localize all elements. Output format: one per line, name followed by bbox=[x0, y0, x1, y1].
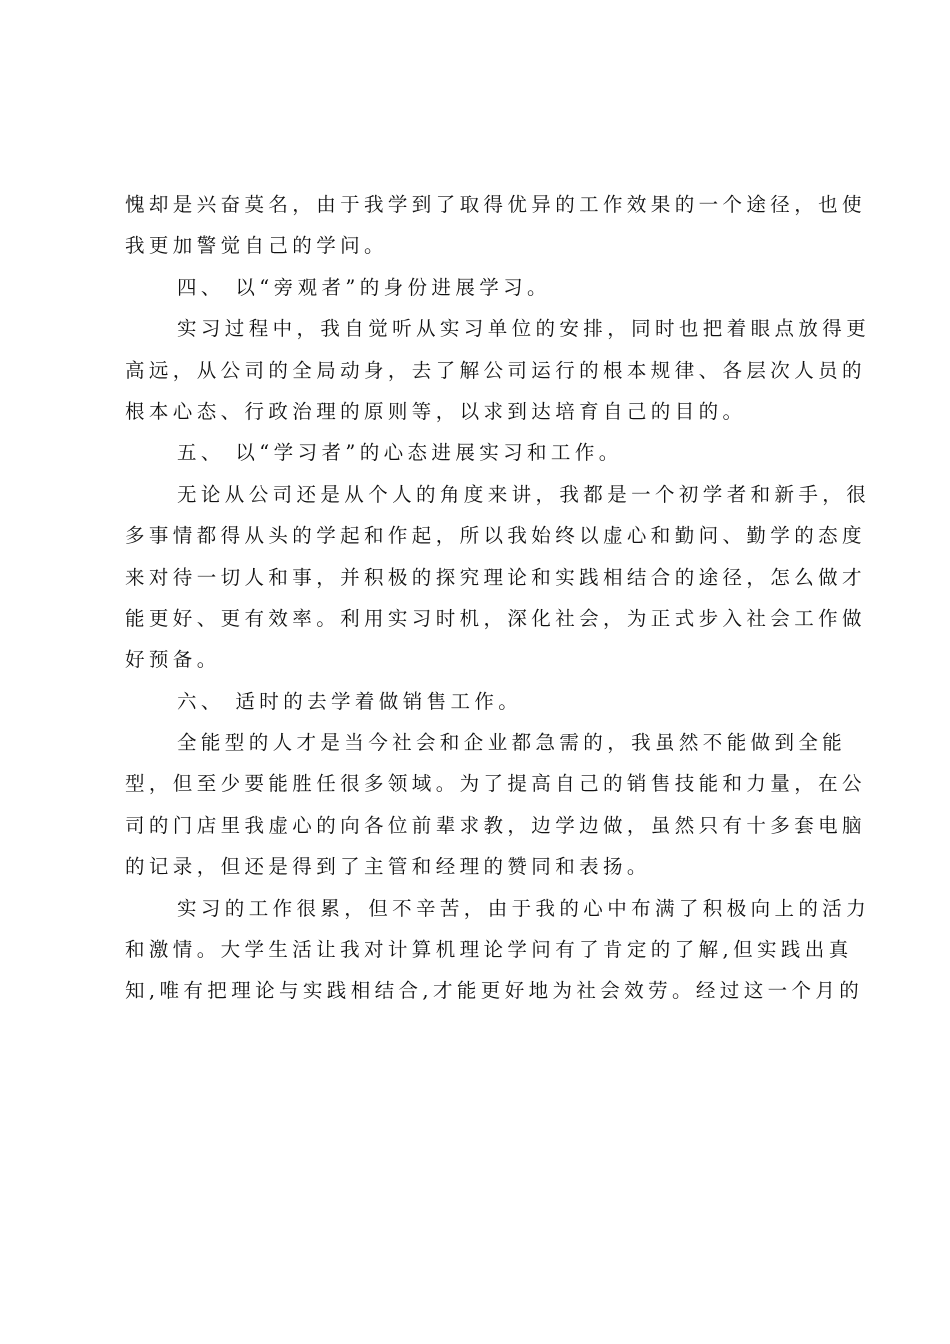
document-body bbox=[125, 184, 871, 1012]
paragraph-line: 能更好、更有效率。利用实习时机，深化社会，为正式步入社会工作做 bbox=[125, 606, 866, 630]
paragraph-line: 的记录，但还是得到了主管和经理的赞同和表扬。 bbox=[125, 855, 651, 879]
paragraph-line: 和激情。大学生活让我对计算机理论学问有了肯定的了解,但实践出真 bbox=[125, 938, 853, 962]
paragraph-line: 型，但至少要能胜任很多领域。为了提高自己的销售技能和力量，在公 bbox=[125, 772, 866, 796]
paragraph-line: 实习过程中，我自觉听从实习单位的安排，同时也把着眼点放得更 bbox=[177, 317, 871, 341]
section-heading: 四、 以“旁观者”的身份进展学习。 bbox=[177, 275, 551, 299]
paragraph-line: 全能型的人才是当今社会和企业都急需的，我虽然不能做到全能 bbox=[177, 731, 847, 755]
paragraph-line: 知,唯有把理论与实践相结合,才能更好地为社会效劳。经过这一个月的 bbox=[125, 979, 864, 1003]
paragraph-line: 多事情都得从头的学起和作起，所以我始终以虚心和勤问、勤学的态度 bbox=[125, 524, 866, 548]
paragraph-line: 高远，从公司的全局动身，去了解公司运行的根本规律、各层次人员的 bbox=[125, 358, 866, 382]
paragraph-line: 愧却是兴奋莫名，由于我学到了取得优异的工作效果的一个途径，也使 bbox=[125, 193, 866, 216]
paragraph-line: 好预备。 bbox=[125, 648, 221, 672]
paragraph-line: 实习的工作很累，但不辛苦，由于我的心中布满了积极向上的活力 bbox=[177, 896, 871, 920]
section-heading: 五、 以“学习者”的心态进展实习和工作。 bbox=[177, 441, 623, 465]
paragraph-line: 根本心态、行政治理的原则等，以求到达培育自己的目的。 bbox=[125, 399, 747, 423]
paragraph-line: 司的门店里我虚心的向各位前辈求教，边学边做，虽然只有十多套电脑 bbox=[125, 813, 866, 837]
paragraph-line: 我更加警觉自己的学问。 bbox=[125, 234, 388, 258]
paragraph-line: 无论从公司还是从个人的角度来讲，我都是一个初学者和新手，很 bbox=[177, 482, 871, 506]
paragraph-line: 来对待一切人和事，并积极的探究理论和实践相结合的途径，怎么做才 bbox=[125, 565, 866, 589]
section-heading: 六、 适时的去学着做销售工作。 bbox=[177, 689, 523, 713]
